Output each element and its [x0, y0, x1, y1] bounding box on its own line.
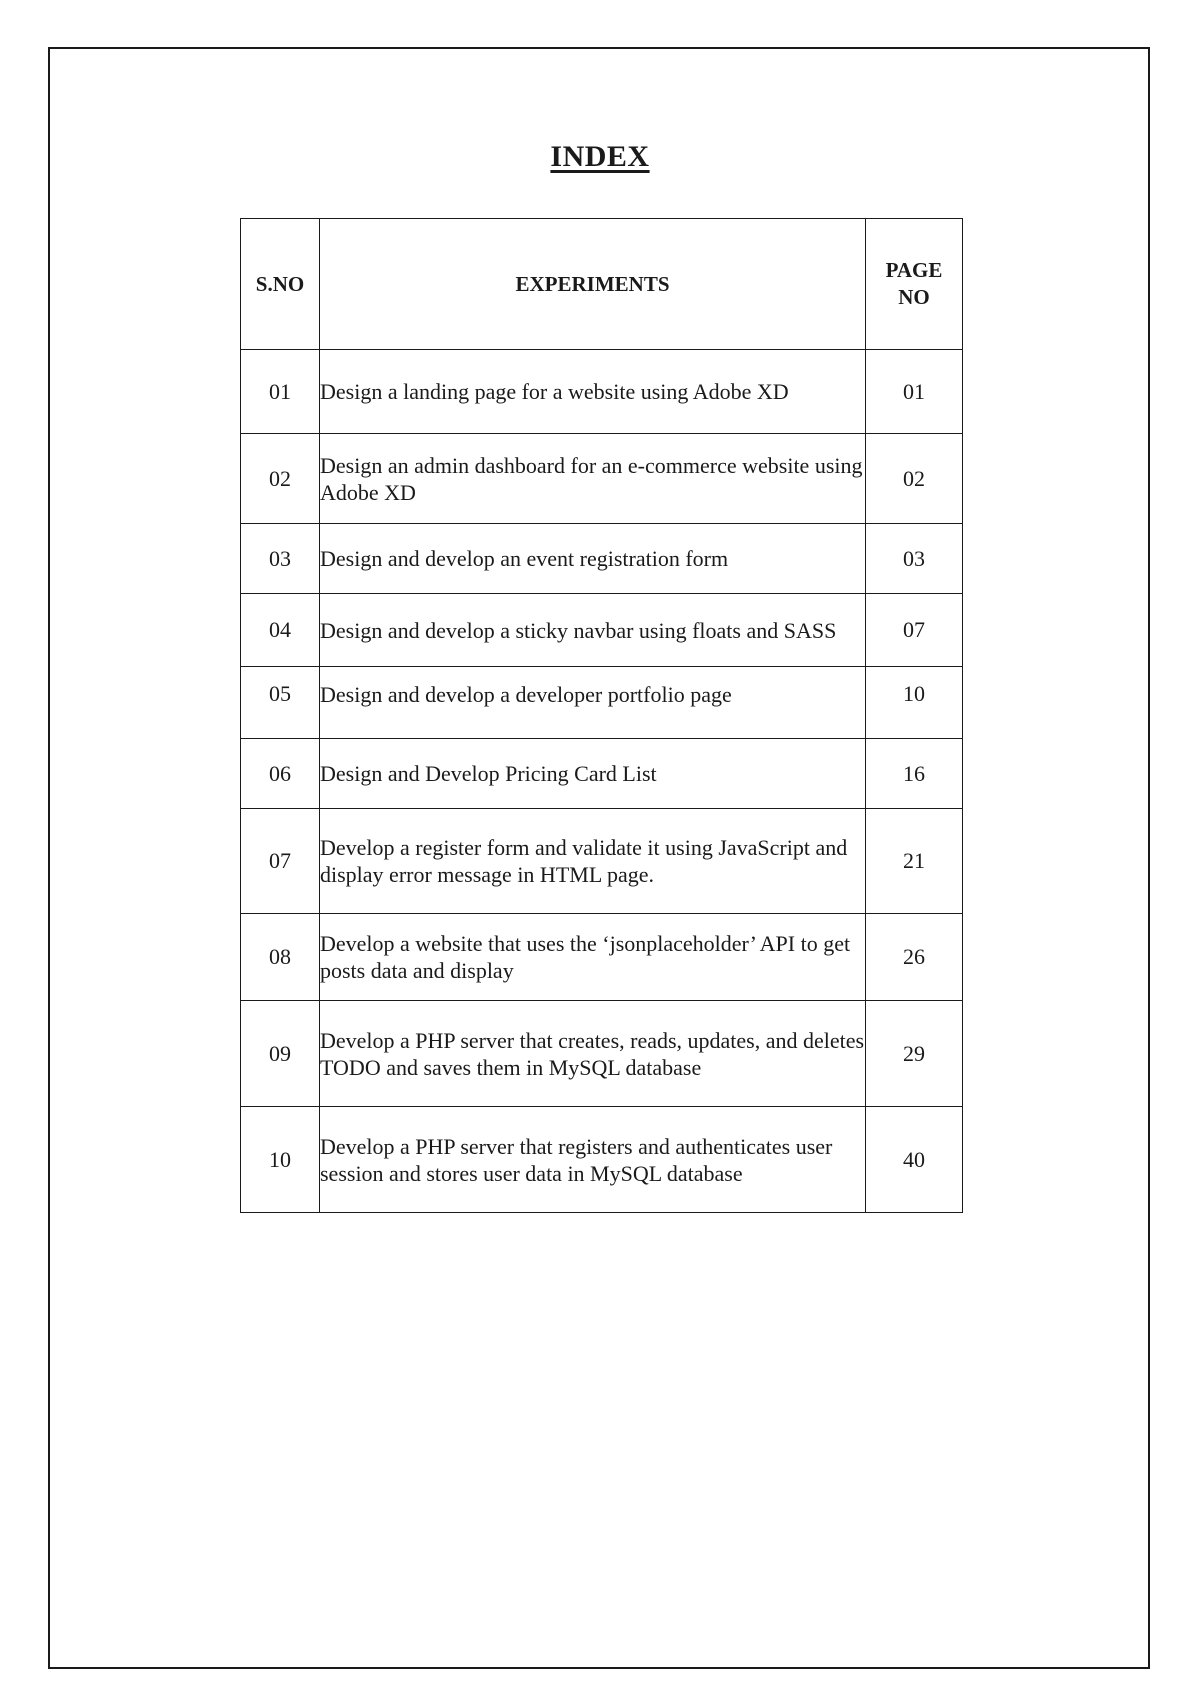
row-experiment: Design and develop a developer portfolio page — [320, 667, 866, 739]
row-experiment: Design a landing page for a website using Adobe XD — [320, 350, 866, 434]
page-title: INDEX — [550, 140, 650, 173]
table-row — [241, 1107, 963, 1213]
row-sno: 01 — [241, 350, 320, 434]
row-sno: 07 — [241, 809, 320, 914]
table-header-row — [241, 219, 963, 350]
index-table — [240, 218, 963, 1213]
table-row — [241, 434, 963, 524]
row-page-no: 16 — [866, 739, 963, 809]
table-row — [241, 914, 963, 1001]
row-experiment: Design and Develop Pricing Card List — [320, 739, 866, 809]
row-page-no: 07 — [866, 594, 963, 667]
row-experiment: Design an admin dashboard for an e-commerce website using Adobe XD — [320, 434, 866, 524]
table-row — [241, 667, 963, 739]
row-experiment: Develop a PHP server that registers and authenticates user session and stores user data in MySQL database — [320, 1107, 866, 1213]
row-sno: 03 — [241, 524, 320, 594]
row-page-no: 29 — [866, 1001, 963, 1107]
row-experiment: Develop a PHP server that creates, reads, updates, and deletes TODO and saves them in MySQL database — [320, 1001, 866, 1107]
table-row — [241, 594, 963, 667]
row-page-no: 26 — [866, 914, 963, 1001]
row-sno: 06 — [241, 739, 320, 809]
row-experiment: Design and develop a sticky navbar using floats and SASS — [320, 594, 866, 667]
row-sno: 05 — [241, 667, 320, 739]
header-page-no — [866, 219, 963, 350]
header-page-line1: PAGE — [885, 258, 943, 282]
row-page-no: 03 — [866, 524, 963, 594]
row-sno: 08 — [241, 914, 320, 1001]
row-sno: 10 — [241, 1107, 320, 1213]
row-page-no: 02 — [866, 434, 963, 524]
table-row — [241, 739, 963, 809]
table-row — [241, 1001, 963, 1107]
table-row — [241, 350, 963, 434]
row-experiment: Design and develop an event registration form — [320, 524, 866, 594]
row-page-no: 01 — [866, 350, 963, 434]
row-experiment: Develop a website that uses the ‘jsonplaceholder’ API to get posts data and display — [320, 914, 866, 1001]
row-sno: 02 — [241, 434, 320, 524]
header-sno: S.NO — [241, 219, 320, 350]
row-sno: 09 — [241, 1001, 320, 1107]
row-experiment: Develop a register form and validate it using JavaScript and display error message in HTML page. — [320, 809, 866, 914]
row-sno: 04 — [241, 594, 320, 667]
table-row — [241, 809, 963, 914]
row-page-no: 40 — [866, 1107, 963, 1213]
row-page-no: 21 — [866, 809, 963, 914]
header-experiments: EXPERIMENTS — [320, 219, 866, 350]
table-row — [241, 524, 963, 594]
header-page-line2: NO — [898, 285, 930, 309]
row-page-no: 10 — [866, 667, 963, 739]
